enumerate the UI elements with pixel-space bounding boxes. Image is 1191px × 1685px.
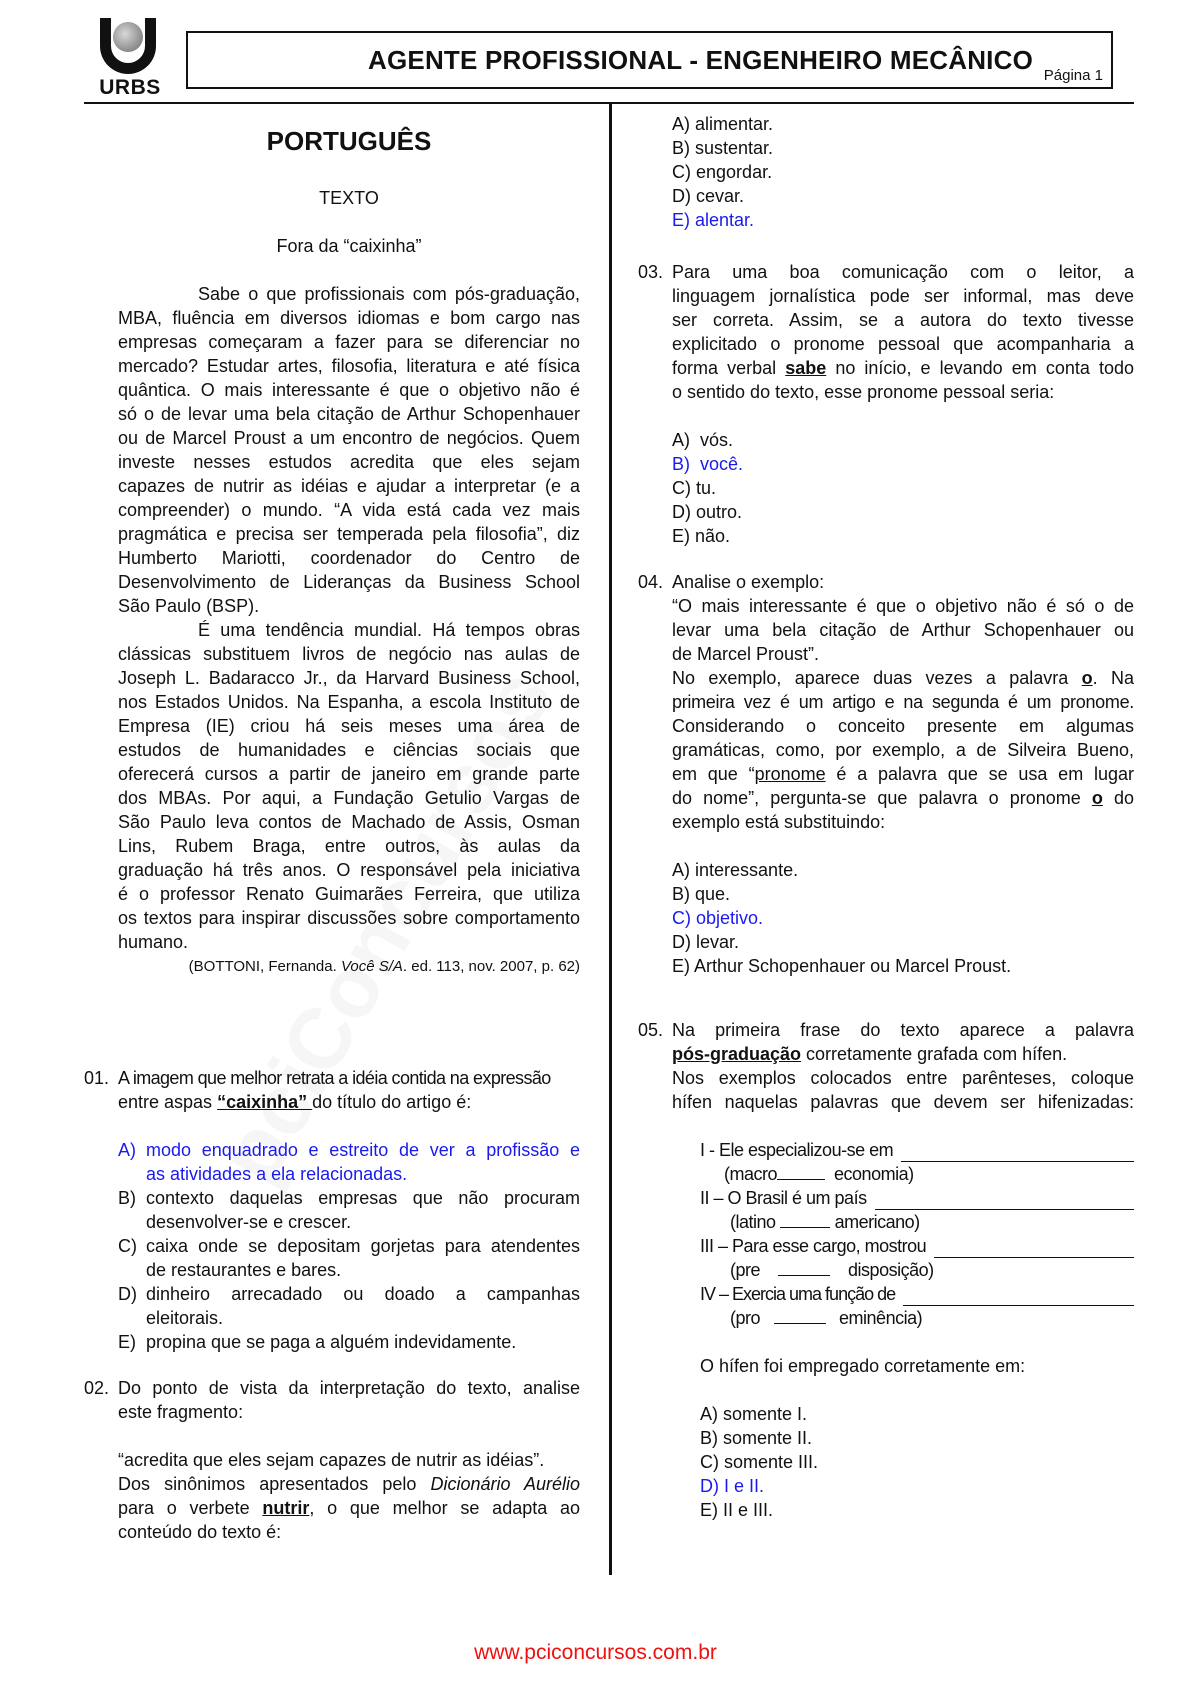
option-e[interactable]: E) não.: [672, 526, 731, 546]
hyphen-blank[interactable]: [778, 1259, 830, 1276]
quoted-example: “O mais interessante é que o objetivo não é só o de: [672, 596, 1134, 616]
option-c[interactable]: C) caixa onde se depositam gorjetas para atendentes de restaurantes e bares.: [118, 1236, 580, 1280]
exercise-item-1: I - Ele especializou-se em: [700, 1138, 1134, 1162]
question-04: 04. Analise o exemplo: “O mais interessante é que o objetivo não é só o de levar uma bela citação de Arthur Schopenhauer ou de Marcel Proust”. No exemplo, aparece duas vezes a palavra o. Na primeira vez é um artigo e na segunda é um pronome. Considerando o conceito presente em algumas gramáticas, como, por exemplo, a de Silveira Bueno, em que “pronome é a palavra que se usa em lugar do nome”, pergunta-se que palavra o pronome o do exemplo está substituindo: A) interessante. B) que. C) objetivo. D) levar. E) Arthur Schopenhauer ou Marcel Proust.: [638, 572, 1134, 976]
article-line: Sabe o que profissionais com pós-graduação,: [198, 284, 580, 304]
option-a[interactable]: A) modo enquadrado e estreito de ver a profissão e as atividades a ela relacionadas.: [118, 1140, 580, 1184]
article-line: quântica. O mais interessante é que o objetivo não é: [118, 380, 580, 400]
article-line: é o professor Renato Guimarães Ferreira, que utiliza: [118, 884, 580, 904]
article-paragraph-1: [118, 282, 580, 618]
option-e[interactable]: E) alentar.: [672, 210, 755, 230]
option-c[interactable]: C) objetivo.: [672, 908, 764, 928]
option-b[interactable]: B) somente II.: [700, 1428, 813, 1448]
article-line: Desenvolvimento de Lideranças da Business School: [118, 572, 580, 592]
article-line: Empresa (IE) criou há seis meses uma área de: [118, 716, 580, 736]
option-c[interactable]: C) engordar.: [672, 162, 773, 182]
article-line: Lins, Rubem Braga, entre outros, às aulas da: [118, 836, 580, 856]
article-line: graduação há três anos. O responsável pela iniciativa: [118, 860, 580, 880]
article-line: só o de levar uma bela citação de Arthur Schopenhauer: [118, 404, 580, 424]
article-line: estudos de humanidades e ciências sociais que: [118, 740, 580, 760]
article-line: clássicas substituem livros de negócio nas aulas de: [118, 644, 580, 664]
emphasized-term: pós-graduação: [672, 1044, 802, 1064]
article-line: investe nesses estudos acredita que eles sejam: [118, 452, 580, 472]
article-citation: (BOTTONI, Fernanda. Você S/A. ed. 113, nov. 2007, p. 62): [188, 958, 580, 975]
article-title: Fora da “caixinha”: [276, 236, 422, 256]
article-line: É uma tendência mundial. Há tempos obras: [198, 620, 580, 640]
option-d[interactable]: D) dinheiro arrecadado ou doado a campanhas eleitorais.: [118, 1284, 580, 1328]
question-05: 05. Na primeira frase do texto aparece a palavra pós-graduação corretamente grafada com hífen. Nos exemplos colocados entre parênteses, coloque hífen naquelas palavras que devem ser hifenizadas:: [638, 1020, 1134, 1112]
section-heading: PORTUGUÊS: [266, 126, 432, 156]
option-d[interactable]: D) cevar.: [672, 186, 745, 206]
question-number: 02.: [84, 1378, 110, 1398]
emphasized-term: nutrir: [262, 1498, 310, 1518]
question-01: 01. A imagem que melhor retrata a idéia contida na expressão entre aspas “caixinha” do título do artigo é: A) modo enquadrado e estreito de ver a profissão e as atividades a ela relacionadas. B) contexto daquelas empresas que não procuram desenvolver-se e crescer. C) caixa onde se depositam gorjetas para atendentes de restaurantes e bares. D) dinheiro arrecadado ou doado a campanhas eleitorais. E) propina que se paga a alguém indevidamente.: [84, 1068, 580, 1352]
column-divider: [609, 103, 612, 1575]
article-line: MBA, fluência em diversos idiomas e bom cargo nas: [118, 308, 580, 328]
question-05-options: [700, 1354, 1134, 1522]
article-line: São Paulo (BSP).: [118, 596, 260, 616]
question-02-options: [672, 112, 1134, 232]
article-line: ou de Marcel Proust a um encontro de negócios. Quem: [118, 428, 580, 448]
option-a[interactable]: A) vós.: [672, 430, 734, 450]
article-line: compreender) o mundo. “A vida está cada vez mais: [118, 500, 580, 520]
article-line: humano.: [118, 932, 189, 952]
exam-title-box: [186, 31, 1113, 89]
emphasized-term: sabe: [785, 358, 827, 378]
answer-blank[interactable]: [901, 1145, 1134, 1162]
hyphen-blank[interactable]: [780, 1211, 830, 1228]
article-line: empresas começaram a fazer para se diferenciar no: [118, 332, 580, 352]
question-number: 01.: [84, 1068, 110, 1088]
logo-text: URBS: [99, 76, 161, 99]
article-line: mercado? Estudar artes, filosofia, literatura e até física: [118, 356, 580, 376]
option-a[interactable]: A) alimentar.: [672, 114, 774, 134]
emphasized-term: “caixinha”: [217, 1092, 313, 1112]
question-number: 04.: [638, 572, 664, 592]
article-line: dos MBAs. Por aqui, a Fundação Getulio Vargas de: [118, 788, 580, 808]
answer-blank[interactable]: [875, 1193, 1134, 1210]
exercise-item-2: II – O Brasil é um país: [700, 1186, 1134, 1210]
article-line: pragmática e precisa ser temperada pela filosofia”, diz: [118, 524, 580, 544]
urbs-logo: [92, 18, 168, 99]
page-number: Página 1: [1043, 67, 1103, 84]
option-e[interactable]: E) II e III.: [700, 1500, 774, 1520]
exercise-item-4: IV – Exercia uma função de: [700, 1282, 1134, 1306]
answer-blank[interactable]: [903, 1289, 1134, 1306]
exercise-item-3: III – Para esse cargo, mostrou: [700, 1234, 1134, 1258]
option-b[interactable]: B) contexto daquelas empresas que não procuram desenvolver-se e crescer.: [118, 1188, 580, 1232]
option-d[interactable]: D) levar.: [672, 932, 740, 952]
hyphen-blank[interactable]: [774, 1307, 826, 1324]
text-label: TEXTO: [319, 188, 379, 208]
option-c[interactable]: C) somente III.: [700, 1452, 819, 1472]
article-line: oferecerá cursos a partir de janeiro em grande parte: [118, 764, 580, 784]
answer-blank[interactable]: [934, 1241, 1134, 1258]
option-b[interactable]: B) sustentar.: [672, 138, 774, 158]
question-number: 05.: [638, 1020, 664, 1040]
question-prompt: O hífen foi empregado corretamente em:: [700, 1356, 1026, 1376]
article-line: São Paulo leva contos de Machado de Assis, Osman: [118, 812, 580, 832]
logo-globe-icon: [113, 22, 143, 52]
question-number: 03.: [638, 262, 664, 282]
option-c[interactable]: C) tu.: [672, 478, 717, 498]
option-a[interactable]: A) interessante.: [672, 860, 799, 880]
option-e[interactable]: E) Arthur Schopenhauer ou Marcel Proust.: [672, 956, 1012, 976]
hyphen-blank[interactable]: [777, 1163, 825, 1180]
option-d[interactable]: D) outro.: [672, 502, 743, 522]
quoted-fragment: “acredita que eles sejam capazes de nutrir as idéias”.: [118, 1450, 545, 1470]
article-line: Joseph L. Badaracco Jr., da Harvard Business School,: [118, 668, 580, 688]
option-a[interactable]: A) somente I.: [700, 1404, 808, 1424]
article-line: nos Estados Unidos. Na Espanha, a escola Instituto de: [118, 692, 580, 712]
footer-link[interactable]: www.pciconcursos.com.br: [474, 1641, 717, 1664]
article-line: os textos para inspirar discussões sobre comportamento: [118, 908, 580, 928]
article-line: Humberto Mariotti, coordenador do Centro de: [118, 548, 580, 568]
question-03: 03. Para uma boa comunicação com o leitor, a linguagem jornalística pode ser informal, mas deve ser correta. Assim, se a autora do texto tivesse explicitado o pronome pessoal que acompanharia a forma verbal sabe no início, e levando em conta todo o sentido do texto, esse pronome pessoal seria: A) vós. B) você. C) tu. D) outro. E) não.: [638, 262, 1134, 546]
article-paragraph-2: [118, 618, 580, 954]
article-line: capazes de nutrir as idéias e ajudar a interpretar (e a: [118, 476, 580, 496]
option-b[interactable]: B) você.: [672, 454, 744, 474]
question-02: 02. Do ponto de vista da interpretação do texto, analise este fragmento: “acredita que eles sejam capazes de nutrir as idéias”. Dos sinônimos apresentados pelo Dicionário Aurélio para o verbete nutrir, o que melhor se adapta ao conteúdo do texto é:: [84, 1378, 581, 1542]
hyphen-exercise-list: I - Ele especializou-se em (macro economia) II – O Brasil é um país (latino americano) III – Para esse cargo, mostrou (pre disposição) IV – Exercia uma função de (pro eminência): [700, 1138, 1134, 1330]
option-e[interactable]: E) propina que se paga a alguém indevidamente.: [118, 1332, 517, 1352]
option-b[interactable]: B) que.: [672, 884, 731, 904]
exam-title: AGENTE PROFISSIONAL - ENGENHEIRO MECÂNICO: [368, 45, 1033, 75]
option-d[interactable]: D) I e II.: [700, 1476, 765, 1496]
